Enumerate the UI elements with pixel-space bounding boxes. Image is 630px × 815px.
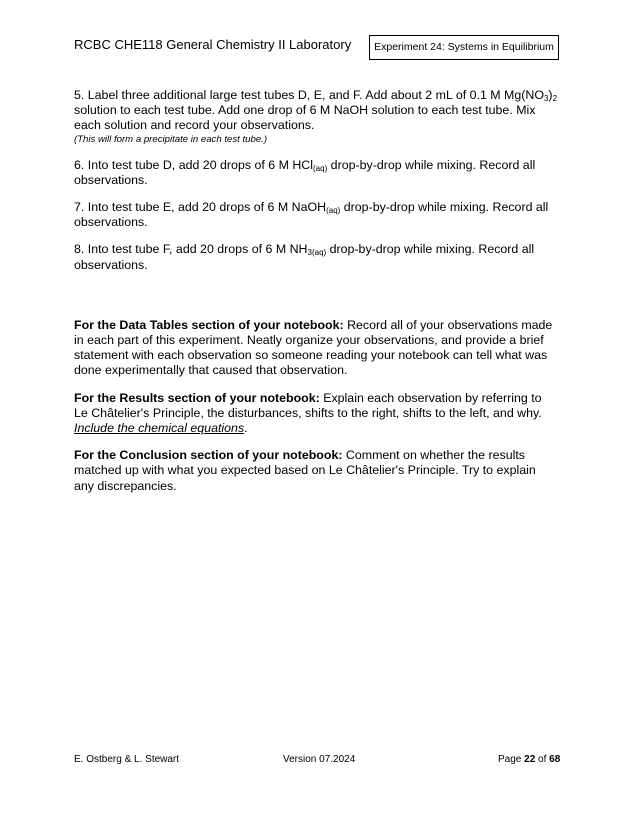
results-section: For the Results section of your notebook: Explain each observation by referring to Le Châtelier's Principle, the disturbances, shifts to the right, shifts to the left, and why. Include the chemical equations. bbox=[74, 390, 542, 436]
document-body bbox=[74, 88, 558, 494]
page-header-title: RCBC CHE118 General Chemistry II Laboratory bbox=[74, 37, 352, 52]
chemical-equations-emphasis: Include the chemical equations bbox=[74, 421, 245, 436]
footer-page-number: Page 22 of 68 bbox=[498, 754, 561, 765]
footer-version: Version 07.2024 bbox=[283, 754, 356, 765]
footer-authors: E. Ostberg & L. Stewart bbox=[74, 754, 180, 765]
step-5-note: (This will form a precipitate in each test tube.) bbox=[74, 133, 268, 145]
data-tables-heading: For the Data Tables section of your notebook: bbox=[74, 317, 344, 332]
experiment-title-box: Experiment 24: Systems in Equilibrium bbox=[369, 35, 559, 60]
results-heading: For the Results section of your notebook: bbox=[74, 390, 320, 405]
step-5: 5. Label three additional large test tubes D, E, and F. Add about 2 mL of 0.1 M $Mg(NO_3)_2$ solution to each test tube. Add one drop of 6 M NaOH solution to each test tube. Mix each solution and record your observations. bbox=[74, 88, 558, 133]
data-tables-section: For the Data Tables section of your notebook: Record all of your observations made in each part of this experiment. Neatly organize your observations, and provide a brief statement with each observation so someone reading your notebook can tell what was done experimentally that caused that observation. bbox=[74, 317, 553, 378]
step-6: 6. Into test tube D, add 20 drops of 6 M HCl$_{(aq)}$ drop-by-drop while mixing. Record all observations. bbox=[74, 157, 536, 187]
step-8: 8. Into test tube F, add 20 drops of 6 M $NH_{3(aq)}$ drop-by-drop while mixing. Record all observations. bbox=[74, 242, 535, 272]
step-7: 7. Into test tube E, add 20 drops of 6 M NaOH$_{(aq)}$ drop-by-drop while mixing. Record all observations. bbox=[74, 200, 549, 230]
conclusion-section: For the Conclusion section of your notebook: Comment on whether the results matched up with what you expected based on Le Châtelier's Principle. Try to explain any discrepancies. bbox=[74, 448, 536, 493]
conclusion-heading: For the Conclusion section of your notebook: bbox=[74, 448, 343, 463]
